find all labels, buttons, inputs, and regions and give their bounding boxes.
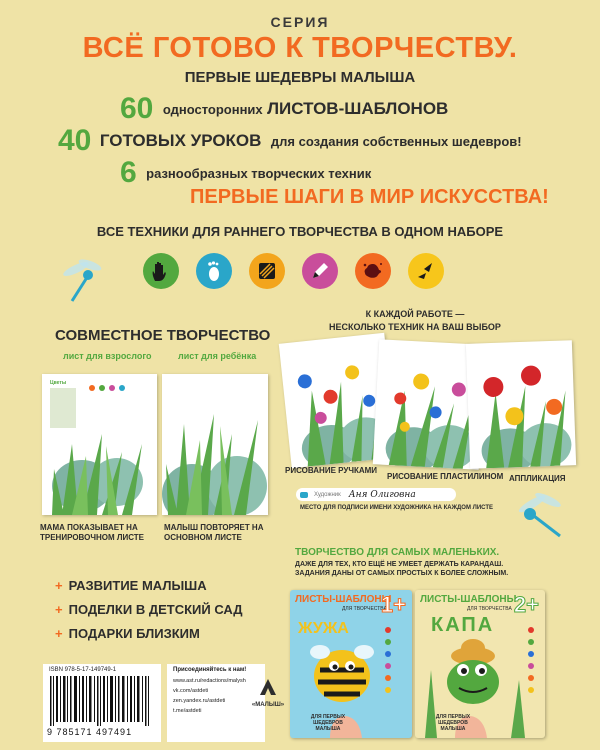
each-work-line2: НЕСКОЛЬКО ТЕХНИК НА ВАШ ВЫБОР: [329, 322, 501, 332]
barcode-box: [43, 664, 161, 742]
series-label: СЕРИЯ: [270, 14, 330, 30]
stat-highlight: ЛИСТОВ-ШАБЛОНОВ: [267, 99, 449, 118]
book-cover-1plus: [290, 590, 412, 738]
stat-highlight: ГОТОВЫХ УРОКОВ: [99, 131, 262, 150]
little-heading: ТВОРЧЕСТВО ДЛЯ САМЫХ МАЛЕНЬКИХ.: [295, 547, 500, 558]
book-title: ЖУЖА: [298, 620, 349, 637]
stat-sheets: [120, 92, 448, 126]
dragonfly-icon: [510, 490, 570, 550]
child-sheet: [162, 374, 268, 515]
stat-techniques: [120, 156, 371, 190]
book-sub: ДЛЯ ТВОРЧЕСТВА: [342, 606, 387, 612]
pencil-icon: [300, 492, 308, 498]
foot-icon: [196, 253, 232, 289]
stat-text: односторонних: [162, 101, 263, 117]
grass-illustration: [162, 374, 268, 515]
stat-number: 6: [120, 156, 137, 189]
book-title: КАПА: [431, 614, 495, 636]
stat-text: разнообразных творческих техник: [146, 165, 372, 181]
bullet-crafts: + ПОДЕЛКИ В ДЕТСКИЙ САД: [55, 602, 243, 617]
bullet-text: ПОДАРКИ БЛИЗКИМ: [68, 626, 200, 641]
book-series: ЛИСТЫ-ШАБЛОНЫ: [295, 594, 392, 605]
slogan: ПЕРВЫЕ ШАГИ В МИР ИСКУССТВА!: [190, 186, 549, 208]
bullet-text: РАЗВИТИЕ МАЛЫША: [68, 578, 207, 593]
sheet-title: Цветы: [50, 380, 67, 386]
book-sub: ДЛЯ ТВОРЧЕСТВА: [467, 606, 512, 612]
bullet-development: + РАЗВИТИЕ МАЛЫША: [55, 578, 207, 593]
label-hand-painting: РИСОВАНИЕ РУЧКАМИ: [285, 466, 378, 475]
publisher-logo: [250, 677, 286, 708]
join-text: Присоединяйтесь к нам!: [173, 667, 247, 673]
dragonfly-icon: [60, 255, 110, 310]
adult-caption: МАМА ПОКАЗЫВАЕТ НА ТРЕНИРОВОЧНОМ ЛИСТЕ: [40, 523, 145, 542]
little-text-line1: ДАЖЕ ДЛЯ ТЕХ, КТО ЕЩЁ НЕ УМЕЕТ ДЕРЖАТЬ КАРАНДАШ.: [295, 561, 504, 568]
publisher-name: «МАЛЫШ»: [251, 702, 285, 708]
hand-icon: [143, 253, 179, 289]
publisher-logo-icon: [256, 677, 280, 697]
barcode-digits: 9 785171 497491: [47, 727, 133, 737]
book-series: ЛИСТЫ-ШАБЛОНЫ: [420, 594, 517, 605]
label-applique: АППЛИКАЦИЯ: [509, 474, 566, 483]
signature-label: Художник: [314, 491, 341, 498]
stat-lessons: [58, 124, 522, 158]
techniques-heading: ВСЕ ТЕХНИКИ ДЛЯ РАННЕГО ТВОРЧЕСТВА В ОДНОМ НАБОРЕ: [96, 224, 504, 239]
child-sheet-label: лист для ребёнка: [178, 351, 257, 361]
isbn-text: ISBN 978-5-17-149749-1: [49, 667, 117, 673]
signature-note: МЕСТО ДЛЯ ПОДПИСИ ИМЕНИ ХУДОЖНИКА НА КАЖДОМ ЛИСТЕ: [300, 505, 493, 511]
joint-heading: СОВМЕСТНОЕ ТВОРЧЕСТВО: [55, 327, 271, 344]
bullet-text: ПОДЕЛКИ В ДЕТСКИЙ САД: [68, 602, 243, 617]
book-footer: ДЛЯ ПЕРВЫХ ШЕДЕВРОВ МАЛЫША: [310, 714, 346, 732]
label-plasticine: РИСОВАНИЕ ПЛАСТИЛИНОМ: [387, 472, 504, 481]
bullet-gifts: + ПОДАРКИ БЛИЗКИМ: [55, 626, 200, 641]
barcode-icon: [48, 676, 156, 726]
little-text: [295, 560, 555, 578]
stat-text: для создания собственных шедевров!: [270, 133, 522, 149]
splash-icon: [355, 253, 391, 289]
link-zen[interactable]: zen.yandex.ru/astdeti: [173, 698, 226, 704]
book-age: 1+: [380, 592, 406, 617]
stat-number: 60: [120, 92, 154, 125]
adult-sheet-label: лист для взрослого: [63, 351, 152, 361]
book-age: 2+: [513, 592, 539, 617]
series-title: ВСЁ ГОТОВО К ТВОРЧЕСТВУ.: [82, 32, 518, 64]
grass-illustration: [42, 374, 157, 515]
book-cover-2plus: [415, 590, 545, 738]
signature-field: [296, 488, 456, 501]
applique-icon: [408, 253, 444, 289]
plasticine-icon: [249, 253, 285, 289]
stat-number: 40: [58, 124, 92, 157]
link-vk[interactable]: vk.com/astdeti: [173, 688, 209, 694]
series-subtitle: ПЕРВЫЕ ШЕДЕВРЫ МАЛЫША: [184, 69, 416, 86]
signature-text: Аня Олиговна: [348, 489, 416, 500]
little-text-line2: ЗАДАНИЯ ДАНЫ ОТ САМЫХ ПРОСТЫХ К БОЛЕЕ СЛОЖНЫМ.: [295, 570, 509, 577]
each-work-heading: [300, 308, 530, 334]
child-caption: МАЛЫШ ПОВТОРЯЕТ НА ОСНОВНОМ ЛИСТЕ: [164, 523, 264, 542]
link-telegram[interactable]: t.me/astdeti: [173, 708, 202, 714]
adult-sheet: [42, 374, 157, 515]
book-footer: ДЛЯ ПЕРВЫХ ШЕДЕВРОВ МАЛЫША: [435, 714, 471, 732]
each-work-line1: К КАЖДОЙ РАБОТЕ —: [365, 309, 465, 319]
pencil-icon: [302, 253, 338, 289]
example-applique: [466, 340, 576, 469]
link-ast[interactable]: www.ast.ru/redactions/malysh: [173, 678, 246, 684]
